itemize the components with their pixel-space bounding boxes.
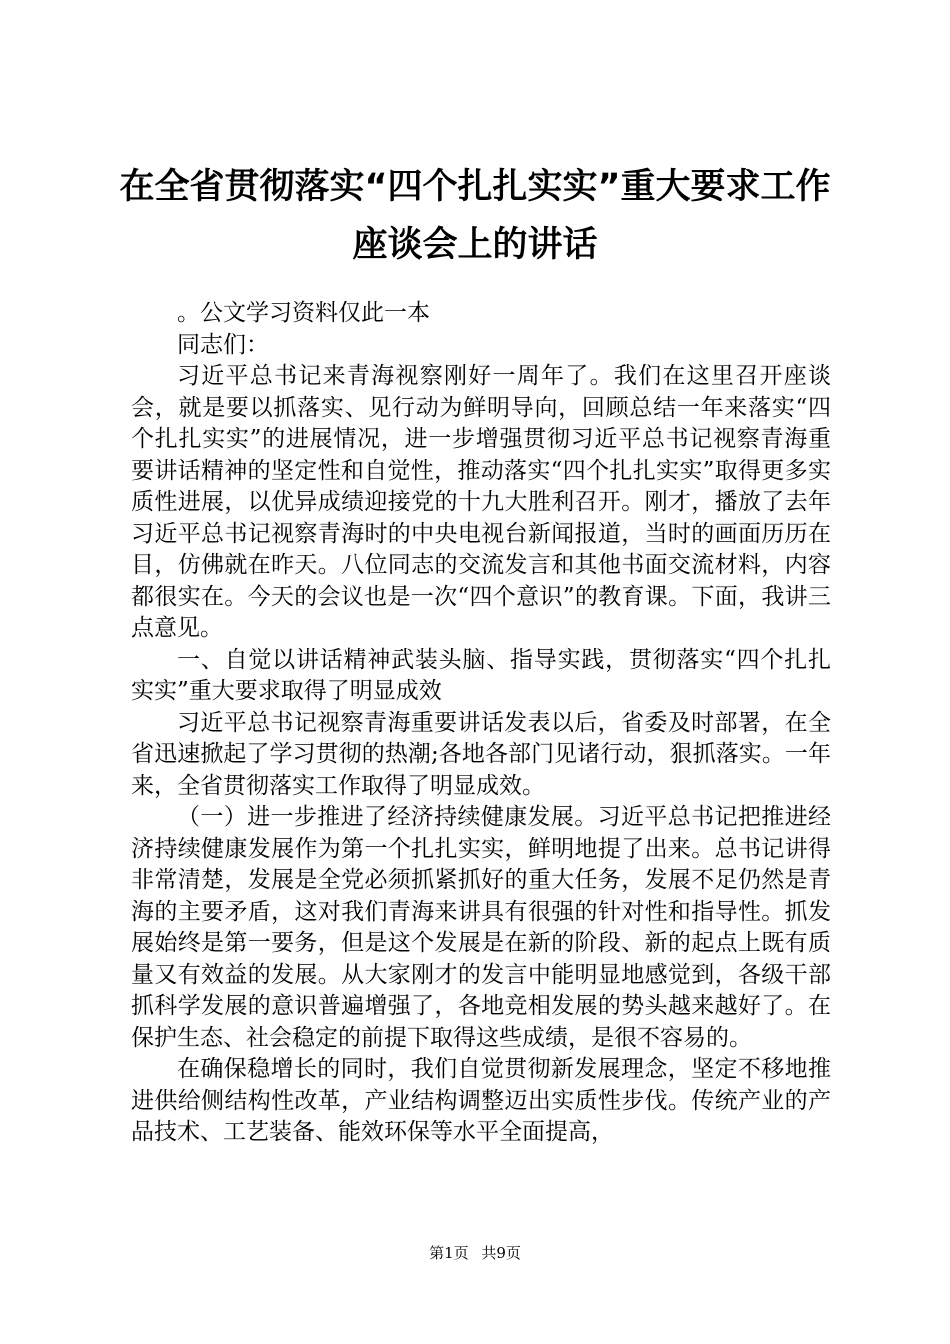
paragraph-salutation: 同志们： [177, 331, 269, 358]
paragraph-growth: 在确保稳增长的同时，我们自觉贯彻新发展理念，坚定不移地推进供给侧结构性改革，产业结构调整迈出实质性步伐。传统产业的产品技术、工艺装备、能效环保等水平全面提高， [131, 1056, 831, 1145]
page-number: 第1页 [429, 1244, 469, 1262]
paragraph-subsection-1: （一）进一步推进了经济持续健康发展。习近平总书记把推进经济持续健康发展作为第一个扎扎实实，鲜明地提了出来。总书记讲得非常清楚，发展是全党必须抓紧抓好的重大任务，发展不足仍然是青海的主要矛盾，这对我们青海来讲具有很强的针对性和指导性。抓发展始终是第一要务，但是这个发展是在新的阶段、新的起点上既有质量又有效益的发展。从大家刚才的发言中能明显地感觉到，各级干部抓科学发展的意识普遍增强了，各地竞相发展的势头越来越好了。在保护生态、社会稳定的前提下取得这些成绩，是很不容易的。 [131, 804, 831, 1051]
page-footer [0, 1243, 950, 1263]
paragraph-note: 。公文学习资料仅此一本 [177, 300, 430, 326]
paragraph-intro: 习近平总书记来青海视察刚好一周年了。我们在这里召开座谈会，就是要以抓落实、见行动为鲜明导向，回顾总结一年来落实“四个扎扎实实”的进展情况，进一步增强贯彻习近平总书记视察青海重要讲话精神的坚定性和自觉性，推动落实“四个扎扎实实”取得更多实质性进展，以优异成绩迎接党的十九大胜利召开。刚才，播放了去年习近平总书记视察青海时的中央电视台新闻报道，当时的画面历历在目，仿佛就在昨天。八位同志的交流发言和其他书面交流材料，内容都很实在。今天的会议也是一次“四个意识”的教育课。下面，我讲三点意见。 [131, 363, 831, 641]
paragraph-section-1-intro: 习近平总书记视察青海重要讲话发表以后，省委及时部署，在全省迅速掀起了学习贯彻的热潮;各地各部门见诸行动，狠抓落实。一年来，全省贯彻落实工作取得了明显成效。 [131, 709, 831, 799]
section-heading-1: 一、自觉以讲话精神武装头脑、指导实践，贯彻落实“四个扎扎实实”重大要求取得了明显成效 [131, 646, 831, 704]
document-title: 在全省贯彻落实“四个扎扎实实”重大要求工作座谈会上的讲话 [119, 167, 831, 265]
page-total: 共9页 [481, 1244, 521, 1262]
document-body [131, 298, 831, 1149]
